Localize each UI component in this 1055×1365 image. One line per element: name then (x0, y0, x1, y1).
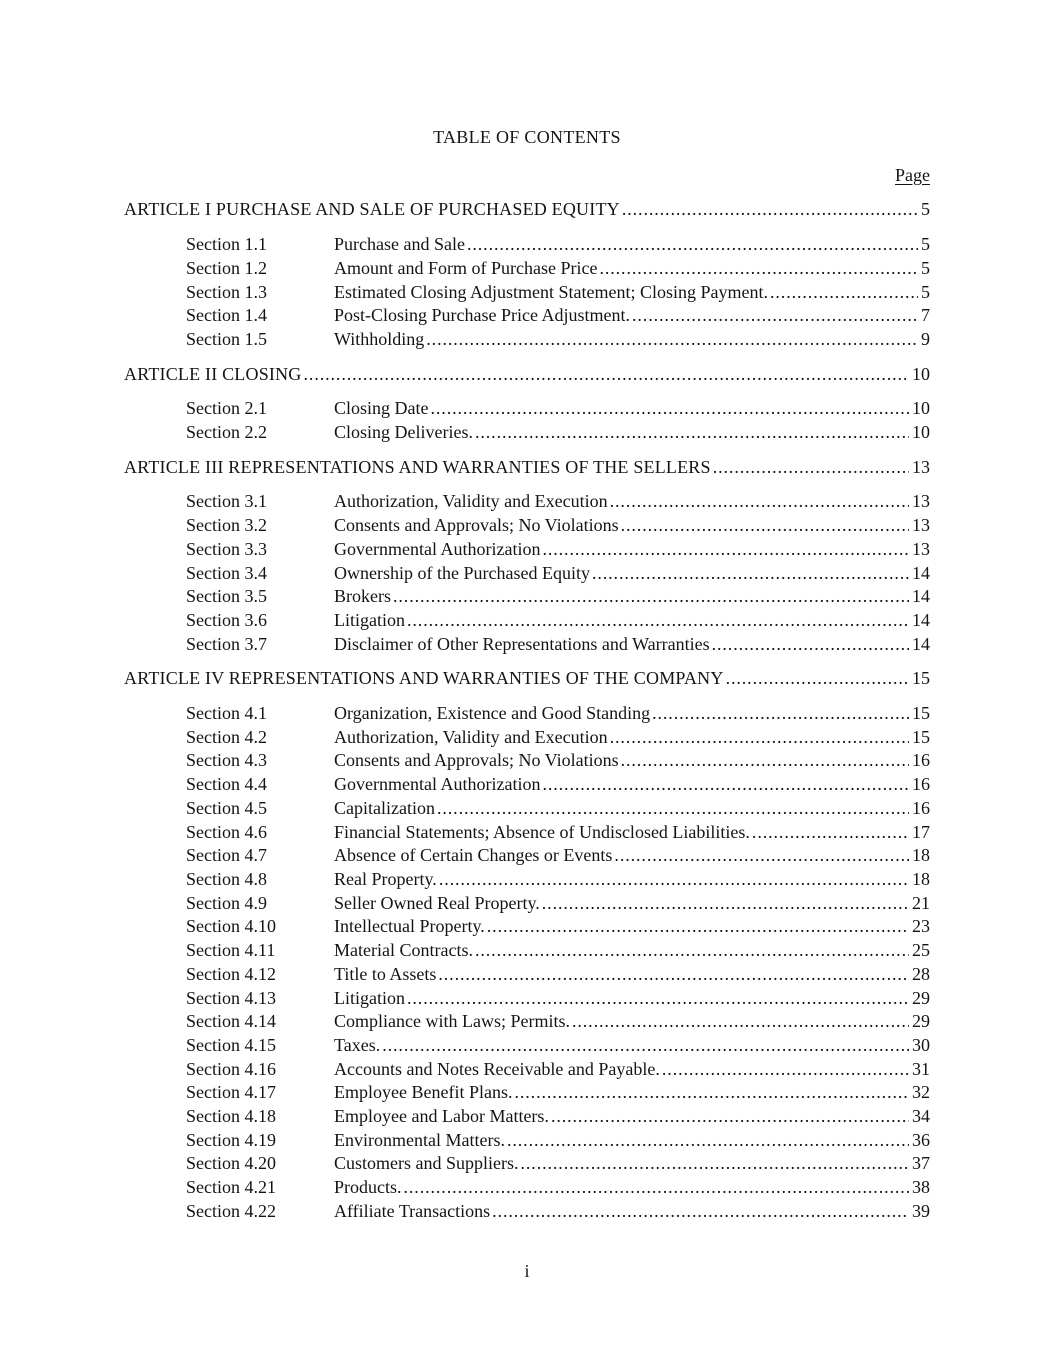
toc-section-number: Section 4.1 (186, 703, 267, 724)
toc-section-number: Section 1.4 (186, 305, 267, 326)
toc-section-number: Section 4.12 (186, 963, 276, 984)
toc-section-page-number: 10 (912, 422, 930, 443)
toc-section-row (124, 562, 930, 586)
dot-leader (542, 773, 909, 797)
toc-section-title: Taxes. (334, 1034, 381, 1055)
toc-article-label: ARTICLE II CLOSING (124, 363, 302, 384)
toc-section-page-number: 38 (912, 1177, 930, 1198)
toc-article-row (124, 667, 930, 691)
dot-leader (599, 257, 918, 281)
toc-section-number: Section 3.5 (186, 586, 267, 607)
toc-section-number: Section 4.17 (186, 1082, 276, 1103)
toc-section-page-number: 28 (912, 963, 930, 984)
toc-section-title: Material Contracts. (334, 940, 473, 961)
toc-section-row (124, 939, 930, 963)
toc-section-title: Products. (334, 1177, 402, 1198)
toc-section-page-number: 29 (912, 1011, 930, 1032)
toc-section-page-number: 18 (912, 868, 930, 889)
toc-section-page-number: 16 (912, 750, 930, 771)
toc-section-title: Real Property. (334, 868, 437, 889)
toc-section-page-number: 29 (912, 987, 930, 1008)
dot-leader (407, 987, 909, 1011)
toc-section-title: Governmental Authorization (334, 538, 541, 559)
toc-section-row (124, 749, 930, 773)
toc-section-page-number: 13 (912, 491, 930, 512)
toc-section-row (124, 726, 930, 750)
toc-article-label: ARTICLE I PURCHASE AND SALE OF PURCHASED EQUITY (124, 199, 620, 220)
toc-section-row (124, 892, 930, 916)
toc-section-title: Purchase and Sale (334, 234, 465, 255)
dot-leader (407, 609, 909, 633)
toc-section-title: Closing Deliveries. (334, 422, 473, 443)
toc-section-row (124, 328, 930, 352)
toc-section-page-number: 16 (912, 774, 930, 795)
toc-section-row (124, 609, 930, 633)
dot-leader (467, 233, 918, 257)
toc-section-title: Authorization, Validity and Execution (334, 491, 608, 512)
table-of-contents (124, 198, 930, 1223)
toc-section-title: Governmental Authorization (334, 774, 541, 795)
toc-section-row (124, 1010, 930, 1034)
toc-section-row (124, 1034, 930, 1058)
dot-leader (713, 456, 909, 480)
toc-section-page-number: 5 (921, 281, 930, 302)
toc-section-page-number: 36 (912, 1129, 930, 1150)
toc-section-title: Disclaimer of Other Representations and Warranties (334, 633, 710, 654)
toc-section-row (124, 797, 930, 821)
toc-section-row (124, 915, 930, 939)
dot-leader (514, 1081, 909, 1105)
toc-section-number: Section 4.3 (186, 750, 267, 771)
toc-section-number: Section 4.21 (186, 1177, 276, 1198)
toc-section-number: Section 4.13 (186, 987, 276, 1008)
toc-section-title: Absence of Certain Changes or Events (334, 845, 613, 866)
toc-section-row (124, 1200, 930, 1224)
dot-leader (652, 702, 909, 726)
toc-section-row (124, 1152, 930, 1176)
toc-article-page-number: 10 (912, 363, 930, 384)
toc-section-title: Environmental Matters. (334, 1129, 505, 1150)
toc-section-row (124, 233, 930, 257)
toc-section-title: Capitalization (334, 797, 435, 818)
toc-section-title: Withholding (334, 328, 425, 349)
toc-section-number: Section 4.19 (186, 1129, 276, 1150)
dot-leader (622, 198, 918, 222)
dot-leader (475, 939, 909, 963)
toc-section-number: Section 3.4 (186, 562, 267, 583)
toc-section-row (124, 1058, 930, 1082)
toc-section-title: Consents and Approvals; No Violations (334, 750, 619, 771)
toc-section-page-number: 16 (912, 797, 930, 818)
dot-leader (610, 490, 909, 514)
toc-section-row (124, 1105, 930, 1129)
toc-section-row (124, 281, 930, 305)
toc-article-label: ARTICLE IV REPRESENTATIONS AND WARRANTIES OF THE COMPANY (124, 668, 724, 689)
toc-section-number: Section 3.6 (186, 609, 267, 630)
toc-section-page-number: 5 (921, 257, 930, 278)
dot-leader (382, 1034, 909, 1058)
dot-leader (404, 1176, 910, 1200)
toc-section-row (124, 514, 930, 538)
toc-section-page-number: 25 (912, 940, 930, 961)
toc-section-number: Section 2.2 (186, 422, 267, 443)
dot-leader (770, 281, 918, 305)
toc-section-title: Accounts and Notes Receivable and Payable. (334, 1058, 660, 1079)
toc-section-row (124, 490, 930, 514)
toc-section-page-number: 5 (921, 234, 930, 255)
toc-section-number: Section 3.1 (186, 491, 267, 512)
dot-leader (439, 868, 909, 892)
toc-section-row (124, 702, 930, 726)
toc-section-page-number: 32 (912, 1082, 930, 1103)
toc-article-page-number: 13 (912, 456, 930, 477)
toc-section-page-number: 34 (912, 1106, 930, 1127)
toc-section-row (124, 821, 930, 845)
toc-section-page-number: 10 (912, 398, 930, 419)
toc-section-number: Section 4.11 (186, 940, 276, 961)
toc-section-title: Affiliate Transactions (334, 1200, 491, 1221)
toc-section-row (124, 1081, 930, 1105)
page-title: TABLE OF CONTENTS (433, 127, 621, 147)
dot-leader (572, 1010, 909, 1034)
toc-section-title: Employee Benefit Plans. (334, 1082, 513, 1103)
toc-section-number: Section 4.22 (186, 1200, 276, 1221)
toc-section-title: Compliance with Laws; Permits. (334, 1011, 570, 1032)
toc-section-page-number: 15 (912, 703, 930, 724)
toc-section-number: Section 4.9 (186, 892, 267, 913)
toc-section-number: Section 4.8 (186, 868, 267, 889)
dot-leader (492, 1200, 909, 1224)
toc-article-row (124, 456, 930, 480)
dot-leader (304, 363, 909, 387)
dot-leader (487, 915, 909, 939)
dot-leader (610, 726, 909, 750)
dot-leader (437, 797, 909, 821)
dot-leader (507, 1129, 909, 1153)
dot-leader (551, 1105, 909, 1129)
toc-section-row (124, 963, 930, 987)
dot-leader (426, 328, 918, 352)
toc-section-number: Section 3.7 (186, 633, 267, 654)
dot-leader (712, 633, 909, 657)
toc-section-title: Brokers (334, 586, 391, 607)
dot-leader (621, 749, 909, 773)
toc-section-number: Section 4.7 (186, 845, 267, 866)
toc-section-title: Litigation (334, 987, 405, 1008)
footer-page-number: i (524, 1260, 530, 1281)
toc-section-title: Amount and Form of Purchase Price (334, 257, 598, 278)
page-column-header: Page (895, 164, 930, 185)
toc-section-number: Section 3.3 (186, 538, 267, 559)
toc-section-title: Ownership of the Purchased Equity (334, 562, 590, 583)
toc-section-page-number: 18 (912, 845, 930, 866)
toc-section-page-number: 30 (912, 1034, 930, 1055)
toc-section-title: Organization, Existence and Good Standing (334, 703, 651, 724)
dot-leader (621, 514, 909, 538)
toc-section-number: Section 4.16 (186, 1058, 276, 1079)
toc-section-title: Estimated Closing Adjustment Statement; Closing Payment. (334, 281, 768, 302)
toc-section-number: Section 4.15 (186, 1034, 276, 1055)
toc-section-number: Section 4.14 (186, 1011, 276, 1032)
toc-section-title: Financial Statements; Absence of Undisclosed Liabilities. (334, 821, 750, 842)
toc-section-page-number: 23 (912, 916, 930, 937)
toc-section-row (124, 538, 930, 562)
toc-section-row (124, 1176, 930, 1200)
toc-section-title: Consents and Approvals; No Violations (334, 515, 619, 536)
toc-section-number: Section 1.5 (186, 328, 267, 349)
toc-section-row (124, 844, 930, 868)
toc-section-title: Post-Closing Purchase Price Adjustment. (334, 305, 630, 326)
toc-section-number: Section 1.3 (186, 281, 267, 302)
toc-section-page-number: 13 (912, 538, 930, 559)
dot-leader (632, 304, 918, 328)
dot-leader (542, 538, 909, 562)
toc-section-row (124, 868, 930, 892)
toc-section-row (124, 421, 930, 445)
toc-section-page-number: 39 (912, 1200, 930, 1221)
toc-section-row (124, 987, 930, 1011)
toc-section-row (124, 585, 930, 609)
dot-leader (662, 1058, 909, 1082)
toc-section-page-number: 14 (912, 609, 930, 630)
toc-section-number: Section 4.4 (186, 774, 267, 795)
toc-section-title: Litigation (334, 609, 405, 630)
toc-section-number: Section 4.2 (186, 726, 267, 747)
dot-leader (726, 667, 909, 691)
dot-leader (521, 1152, 910, 1176)
toc-section-number: Section 4.20 (186, 1153, 276, 1174)
toc-section-number: Section 4.5 (186, 797, 267, 818)
toc-section-page-number: 13 (912, 515, 930, 536)
dot-leader (542, 892, 909, 916)
toc-section-row (124, 773, 930, 797)
toc-section-row (124, 1129, 930, 1153)
toc-section-number: Section 3.2 (186, 515, 267, 536)
dot-leader (431, 397, 910, 421)
toc-article-row (124, 198, 930, 222)
toc-section-title: Authorization, Validity and Execution (334, 726, 608, 747)
toc-section-page-number: 14 (912, 633, 930, 654)
toc-section-number: Section 1.2 (186, 257, 267, 278)
toc-section-number: Section 4.10 (186, 916, 276, 937)
dot-leader (393, 585, 909, 609)
toc-section-row (124, 304, 930, 328)
toc-section-page-number: 9 (921, 328, 930, 349)
toc-section-number: Section 2.1 (186, 398, 267, 419)
toc-section-number: Section 4.18 (186, 1106, 276, 1127)
toc-section-title: Closing Date (334, 398, 429, 419)
toc-section-title: Seller Owned Real Property. (334, 892, 540, 913)
toc-section-page-number: 15 (912, 726, 930, 747)
toc-section-row (124, 633, 930, 657)
toc-section-page-number: 17 (912, 821, 930, 842)
toc-section-title: Title to Assets (334, 963, 437, 984)
toc-article-row (124, 363, 930, 387)
dot-leader (438, 963, 909, 987)
toc-section-page-number: 14 (912, 586, 930, 607)
toc-section-page-number: 31 (912, 1058, 930, 1079)
toc-article-label: ARTICLE III REPRESENTATIONS AND WARRANTIES OF THE SELLERS (124, 456, 711, 477)
dot-leader (475, 421, 909, 445)
toc-article-page-number: 15 (912, 668, 930, 689)
dot-leader (752, 821, 909, 845)
toc-section-row (124, 257, 930, 281)
dot-leader (592, 562, 909, 586)
toc-section-title: Customers and Suppliers. (334, 1153, 519, 1174)
toc-section-title: Employee and Labor Matters. (334, 1106, 549, 1127)
toc-section-row (124, 397, 930, 421)
toc-section-title: Intellectual Property. (334, 916, 485, 937)
toc-section-page-number: 37 (912, 1153, 930, 1174)
toc-section-page-number: 7 (921, 305, 930, 326)
toc-article-page-number: 5 (921, 199, 930, 220)
toc-section-page-number: 14 (912, 562, 930, 583)
toc-section-number: Section 1.1 (186, 234, 267, 255)
toc-section-number: Section 4.6 (186, 821, 267, 842)
dot-leader (614, 844, 909, 868)
toc-section-page-number: 21 (912, 892, 930, 913)
